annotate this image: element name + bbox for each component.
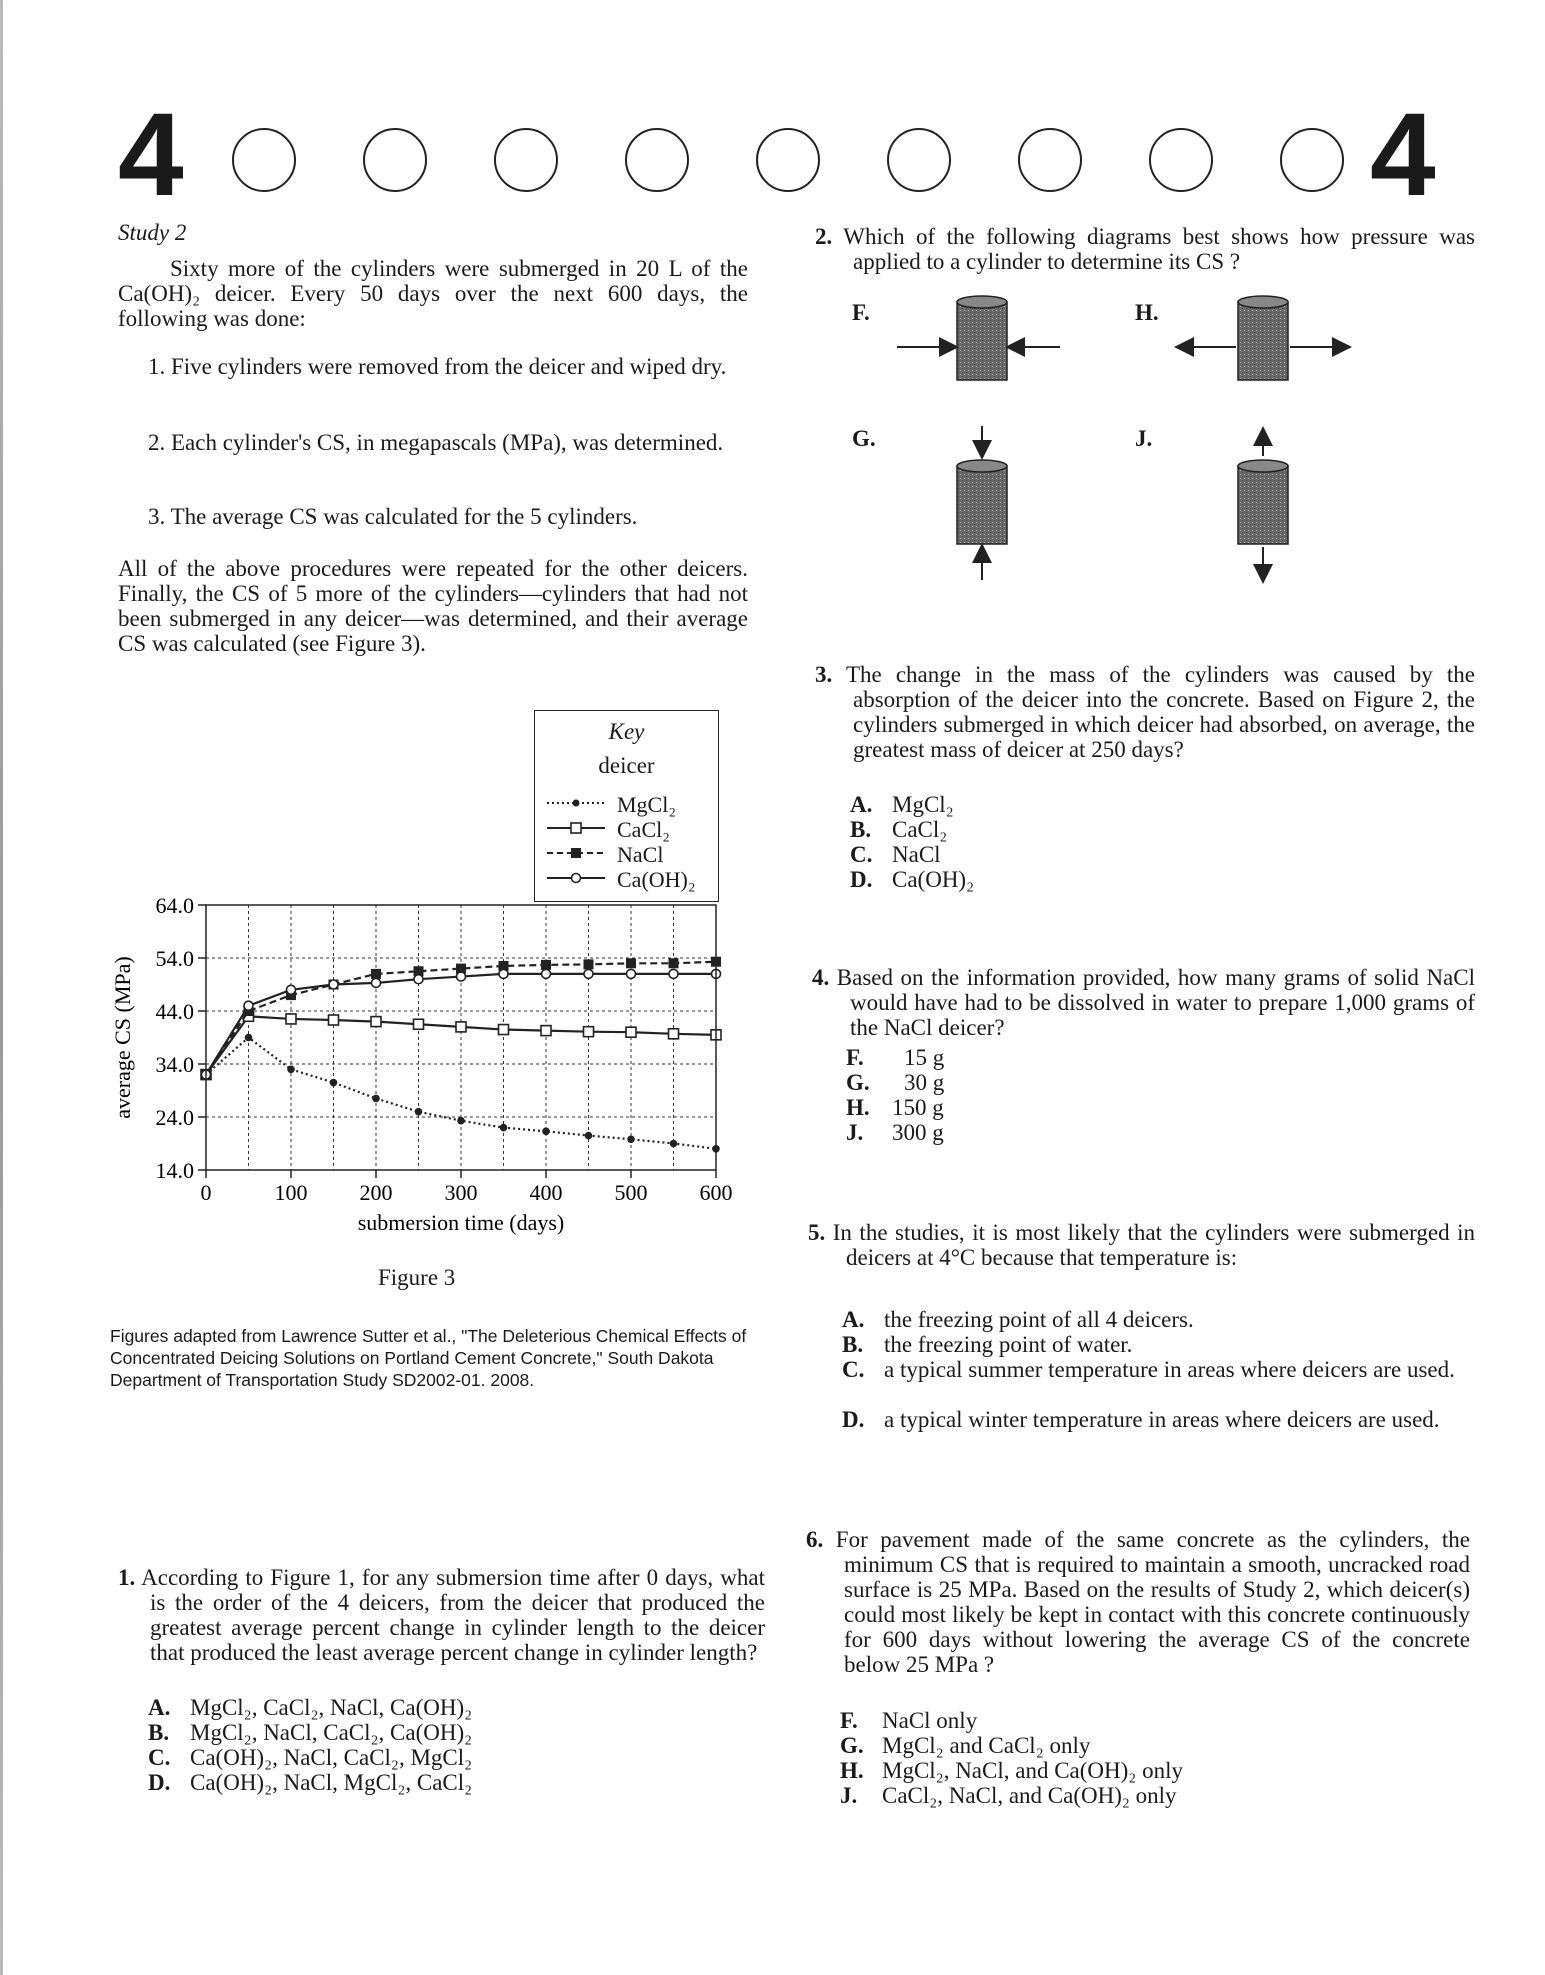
y-tick-label: 64.0 [155,893,194,918]
q4-option-f-text: 15 g [904,1045,945,1070]
data-point [245,1034,253,1042]
data-point [627,1135,635,1143]
q4-option-j[interactable] [846,1120,944,1145]
x-tick-label: 200 [359,1180,393,1205]
q3-option-a[interactable] [850,792,954,817]
study-intro: Sixty more of the cylinders were submerged in 20 L of the Ca(OH)₂ deicer. Every 50 days over the next 600 days, the following was done: [118,256,748,331]
data-point [371,1017,381,1027]
legend-label-cacl2: CaCl₂ [617,817,670,842]
data-point [541,1026,551,1036]
q3-option-c[interactable] [850,842,941,867]
q6-option-g[interactable] [840,1733,1090,1758]
q4-option-g-text: 30 g [904,1070,945,1095]
question-2 [815,224,1475,274]
q5-option-a[interactable] [842,1307,1194,1332]
data-point [329,1015,339,1025]
figure-3-caption: Figure 3 [378,1265,456,1290]
diagram-g-cylinder[interactable] [957,426,1007,580]
question-6-text: For pavement made of the same concrete as the cylinders, the minimum CS that is required to maintain a smooth, uncracked road surface is 25 MPa. Based on the results of Study 2, which deicer(s) could most likely be kept in contact with this concrete continuously for 600 days without lowering the average CS of the concrete below 25 MPa ? [835,1527,1470,1677]
study-step-2: 2. Each cylinder's CS, in megapascals (MPa), was determined. [148,430,724,455]
q4-option-f-letter: F. [846,1045,864,1070]
q1-option-a-text: MgCl₂, CaCl₂, NaCl, Ca(OH)₂ [190,1695,473,1720]
legend-marker-cacl2 [571,823,581,833]
q1-option-d-letter: D. [148,1770,171,1795]
q4-option-j-letter: J. [846,1120,864,1145]
legend-marker-nacl [571,848,581,858]
q2-option-g-label[interactable]: G. [852,426,876,451]
q5-option-d[interactable] [842,1407,1474,1432]
legend-marker-mgcl2 [573,800,580,807]
question-4 [812,965,1475,1040]
data-point [499,969,508,978]
data-point [457,1117,465,1125]
q1-option-b[interactable] [148,1720,472,1745]
data-point [287,985,296,994]
question-3 [815,662,1475,762]
data-point [584,1027,594,1037]
q6-option-h-text: MgCl₂, NaCl, and Ca(OH)₂ only [882,1758,1183,1783]
y-tick-label: 44.0 [155,999,194,1024]
header-circle [887,128,951,192]
q5-option-a-letter: A. [842,1307,865,1332]
q6-option-f-text: NaCl only [882,1708,978,1733]
data-point [286,1014,296,1024]
diagram-f-cylinder[interactable] [897,296,1060,380]
question-2-number: 2. [815,224,833,249]
y-tick-label: 34.0 [155,1052,194,1077]
x-axis-label: submersion time (days) [357,1210,565,1235]
question-5-number: 5. [808,1220,826,1245]
data-point [457,972,466,981]
q3-option-a-letter: A. [850,792,873,817]
data-point [670,1140,678,1148]
question-6-number: 6. [806,1527,824,1552]
q6-option-j-text: CaCl₂, NaCl, and Ca(OH)₂ only [882,1783,1177,1808]
header-circle [1149,128,1213,192]
question-3-text: The change in the mass of the cylinders was caused by the absorption of the deicer into the concrete. Based on Figure 2, the cylinders submerged in which deicer had absorbed, on average, the greatest mass of deicer at 250 days? [845,662,1475,762]
q3-option-b[interactable] [850,817,947,842]
data-point [500,1124,508,1132]
data-point [584,969,593,978]
q3-option-b-letter: B. [850,817,872,842]
q1-option-b-text: MgCl₂, NaCl, CaCl₂, Ca(OH)₂ [190,1720,473,1745]
legend-label-mgcl2: MgCl₂ [617,792,677,817]
question-5 [808,1220,1475,1270]
data-point [499,1025,509,1035]
q1-option-a[interactable] [148,1695,472,1720]
data-point [542,1128,550,1136]
data-point [626,1027,636,1037]
q6-option-g-letter: G. [840,1733,864,1758]
study-title: Study 2 [118,220,187,245]
key-subtitle: deicer [598,753,655,778]
q5-option-c-letter: C. [842,1357,865,1382]
diagram-j-cylinder[interactable] [1238,430,1288,580]
key-swatches [543,791,613,896]
data-point [542,969,551,978]
data-point [371,969,381,979]
header-circle [1280,128,1344,192]
section-number-left: 4 [118,89,184,221]
q3-option-d[interactable] [850,867,974,892]
q5-option-a-text: the freezing point of all 4 deicers. [884,1307,1194,1332]
question-4-number: 4. [812,965,830,990]
header-circle [363,128,427,192]
x-tick-label: 600 [699,1180,733,1205]
q6-option-h-letter: H. [840,1758,864,1783]
q2-option-h-label[interactable]: H. [1135,300,1159,325]
question-1-text: According to Figure 1, for any submersion time after 0 days, what is the order of the 4 deicers, from the deicer that produced the greatest average percent change in cylinder length to the deicer that produced the least average percent change in cylinder length? [141,1565,766,1665]
header-circle [625,128,689,192]
data-point [414,1019,424,1029]
data-point [669,969,678,978]
y-axis-label: average CS (MPa) [110,956,135,1119]
data-point [627,969,636,978]
study-step-1: 1. Five cylinders were removed from the deicer and wiped dry. [148,354,727,379]
q5-option-c[interactable] [842,1357,1474,1382]
data-point [669,1029,679,1039]
x-tick-label: 500 [614,1180,648,1205]
q5-option-d-letter: D. [842,1407,865,1432]
question-3-number: 3. [815,662,833,687]
data-point [456,1022,466,1032]
y-tick-label: 54.0 [155,946,194,971]
key-title: Key [608,719,645,744]
q5-option-d-text: a typical winter temperature in areas where deicers are used. [884,1407,1440,1432]
q3-option-d-text: Ca(OH)₂ [892,867,975,892]
q4-option-g-letter: G. [846,1070,870,1095]
q1-option-c-text: Ca(OH)₂, NaCl, CaCl₂, MgCl₂ [190,1745,473,1770]
header-circle [494,128,558,192]
q1-option-b-letter: B. [148,1720,170,1745]
header-circle [232,128,296,192]
y-tick-label: 14.0 [155,1158,194,1183]
diagram-h-cylinder[interactable] [1178,296,1348,380]
q3-option-d-letter: D. [850,867,873,892]
data-point [330,1079,338,1087]
question-1 [118,1565,765,1665]
q3-option-c-letter: C. [850,842,873,867]
q3-option-c-text: NaCl [892,842,941,867]
q4-option-h-text: 150 g [892,1095,944,1120]
q5-option-b[interactable] [842,1332,1132,1357]
q2-option-j-label[interactable]: J. [1135,426,1153,451]
data-point [626,958,636,968]
header-circle [1018,128,1082,192]
data-point [585,1132,593,1140]
q2-option-f-label[interactable]: F. [852,300,870,325]
q3-option-b-text: CaCl₂ [892,817,948,842]
study-closing: All of the above procedures were repeated for the other deicers. Finally, the CS of 5 more of the cylinders—cylinders that had not been submerged in any deicer—was determined, and their average CS was calculated (see Figure 3). [118,556,748,656]
data-point [415,1108,423,1116]
legend-label-caoh2: Ca(OH)₂ [617,867,696,892]
x-tick-label: 400 [529,1180,563,1205]
study-step-3: 3. The average CS was calculated for the 5 cylinders. [148,504,638,529]
header-circle [756,128,820,192]
key-labels [617,792,696,892]
q1-option-c-letter: C. [148,1745,171,1770]
q6-option-f[interactable] [840,1708,977,1733]
y-tick-label: 24.0 [155,1105,194,1130]
data-point [329,980,338,989]
data-point [584,959,594,969]
x-tick-label: 0 [200,1180,212,1205]
question-4-text: Based on the information provided, how many grams of solid NaCl would have had to be dissolved in water to prepare 1,000 grams of the NaCl deicer? [836,965,1475,1040]
x-tick-label: 100 [274,1180,308,1205]
q2-diagrams [880,290,1360,600]
q5-option-b-text: the freezing point of water. [884,1332,1133,1357]
question-5-text: In the studies, it is most likely that the cylinders were submerged in deicers at 4°C because that temperature is: [832,1220,1475,1270]
q5-option-b-letter: B. [842,1332,864,1357]
q6-option-f-letter: F. [840,1708,858,1733]
legend-label-nacl: NaCl [617,842,664,867]
q1-option-d-text: Ca(OH)₂, NaCl, MgCl₂, CaCl₂ [190,1770,473,1795]
q3-option-a-text: MgCl₂ [892,792,954,817]
data-point [372,978,381,987]
x-tick-label: 300 [444,1180,478,1205]
q4-option-h[interactable] [846,1095,944,1120]
q1-option-c[interactable] [148,1745,472,1770]
q4-option-f[interactable] [846,1045,944,1070]
figure-3-key [534,710,719,902]
question-2-text: Which of the following diagrams best shows how pressure was applied to a cylinder to determine its CS ? [843,224,1475,274]
q4-option-h-letter: H. [846,1095,870,1120]
section-number-right: 4 [1370,89,1436,221]
q6-option-j-letter: J. [840,1783,858,1808]
legend-marker-caoh2 [572,874,581,883]
q5-option-c-text: a typical summer temperature in areas where deicers are used. [884,1357,1455,1382]
question-6 [806,1527,1470,1677]
data-point [541,960,551,970]
data-point [372,1095,380,1103]
data-point [414,975,423,984]
q6-option-h[interactable] [840,1758,1183,1783]
q6-option-g-text: MgCl₂ and CaCl₂ only [882,1733,1091,1758]
data-point [669,958,679,968]
figure-source-note: Figures adapted from Lawrence Sutter et al., "The Deleterious Chemical Effects of Concentrated Deicing Solutions on Portland Cement Concrete," South Dakota Department of Transportation Study SD2002-01. 2008. [110,1326,747,1390]
question-1-number: 1. [118,1565,136,1590]
q4-option-j-text: 300 g [892,1120,944,1145]
q6-option-j[interactable] [840,1783,1177,1808]
q4-option-g[interactable] [846,1070,944,1095]
q1-option-a-letter: A. [148,1695,171,1720]
page-edge [0,0,3,1975]
q1-option-d[interactable] [148,1770,472,1795]
data-point [244,1001,253,1010]
data-point [287,1066,295,1074]
